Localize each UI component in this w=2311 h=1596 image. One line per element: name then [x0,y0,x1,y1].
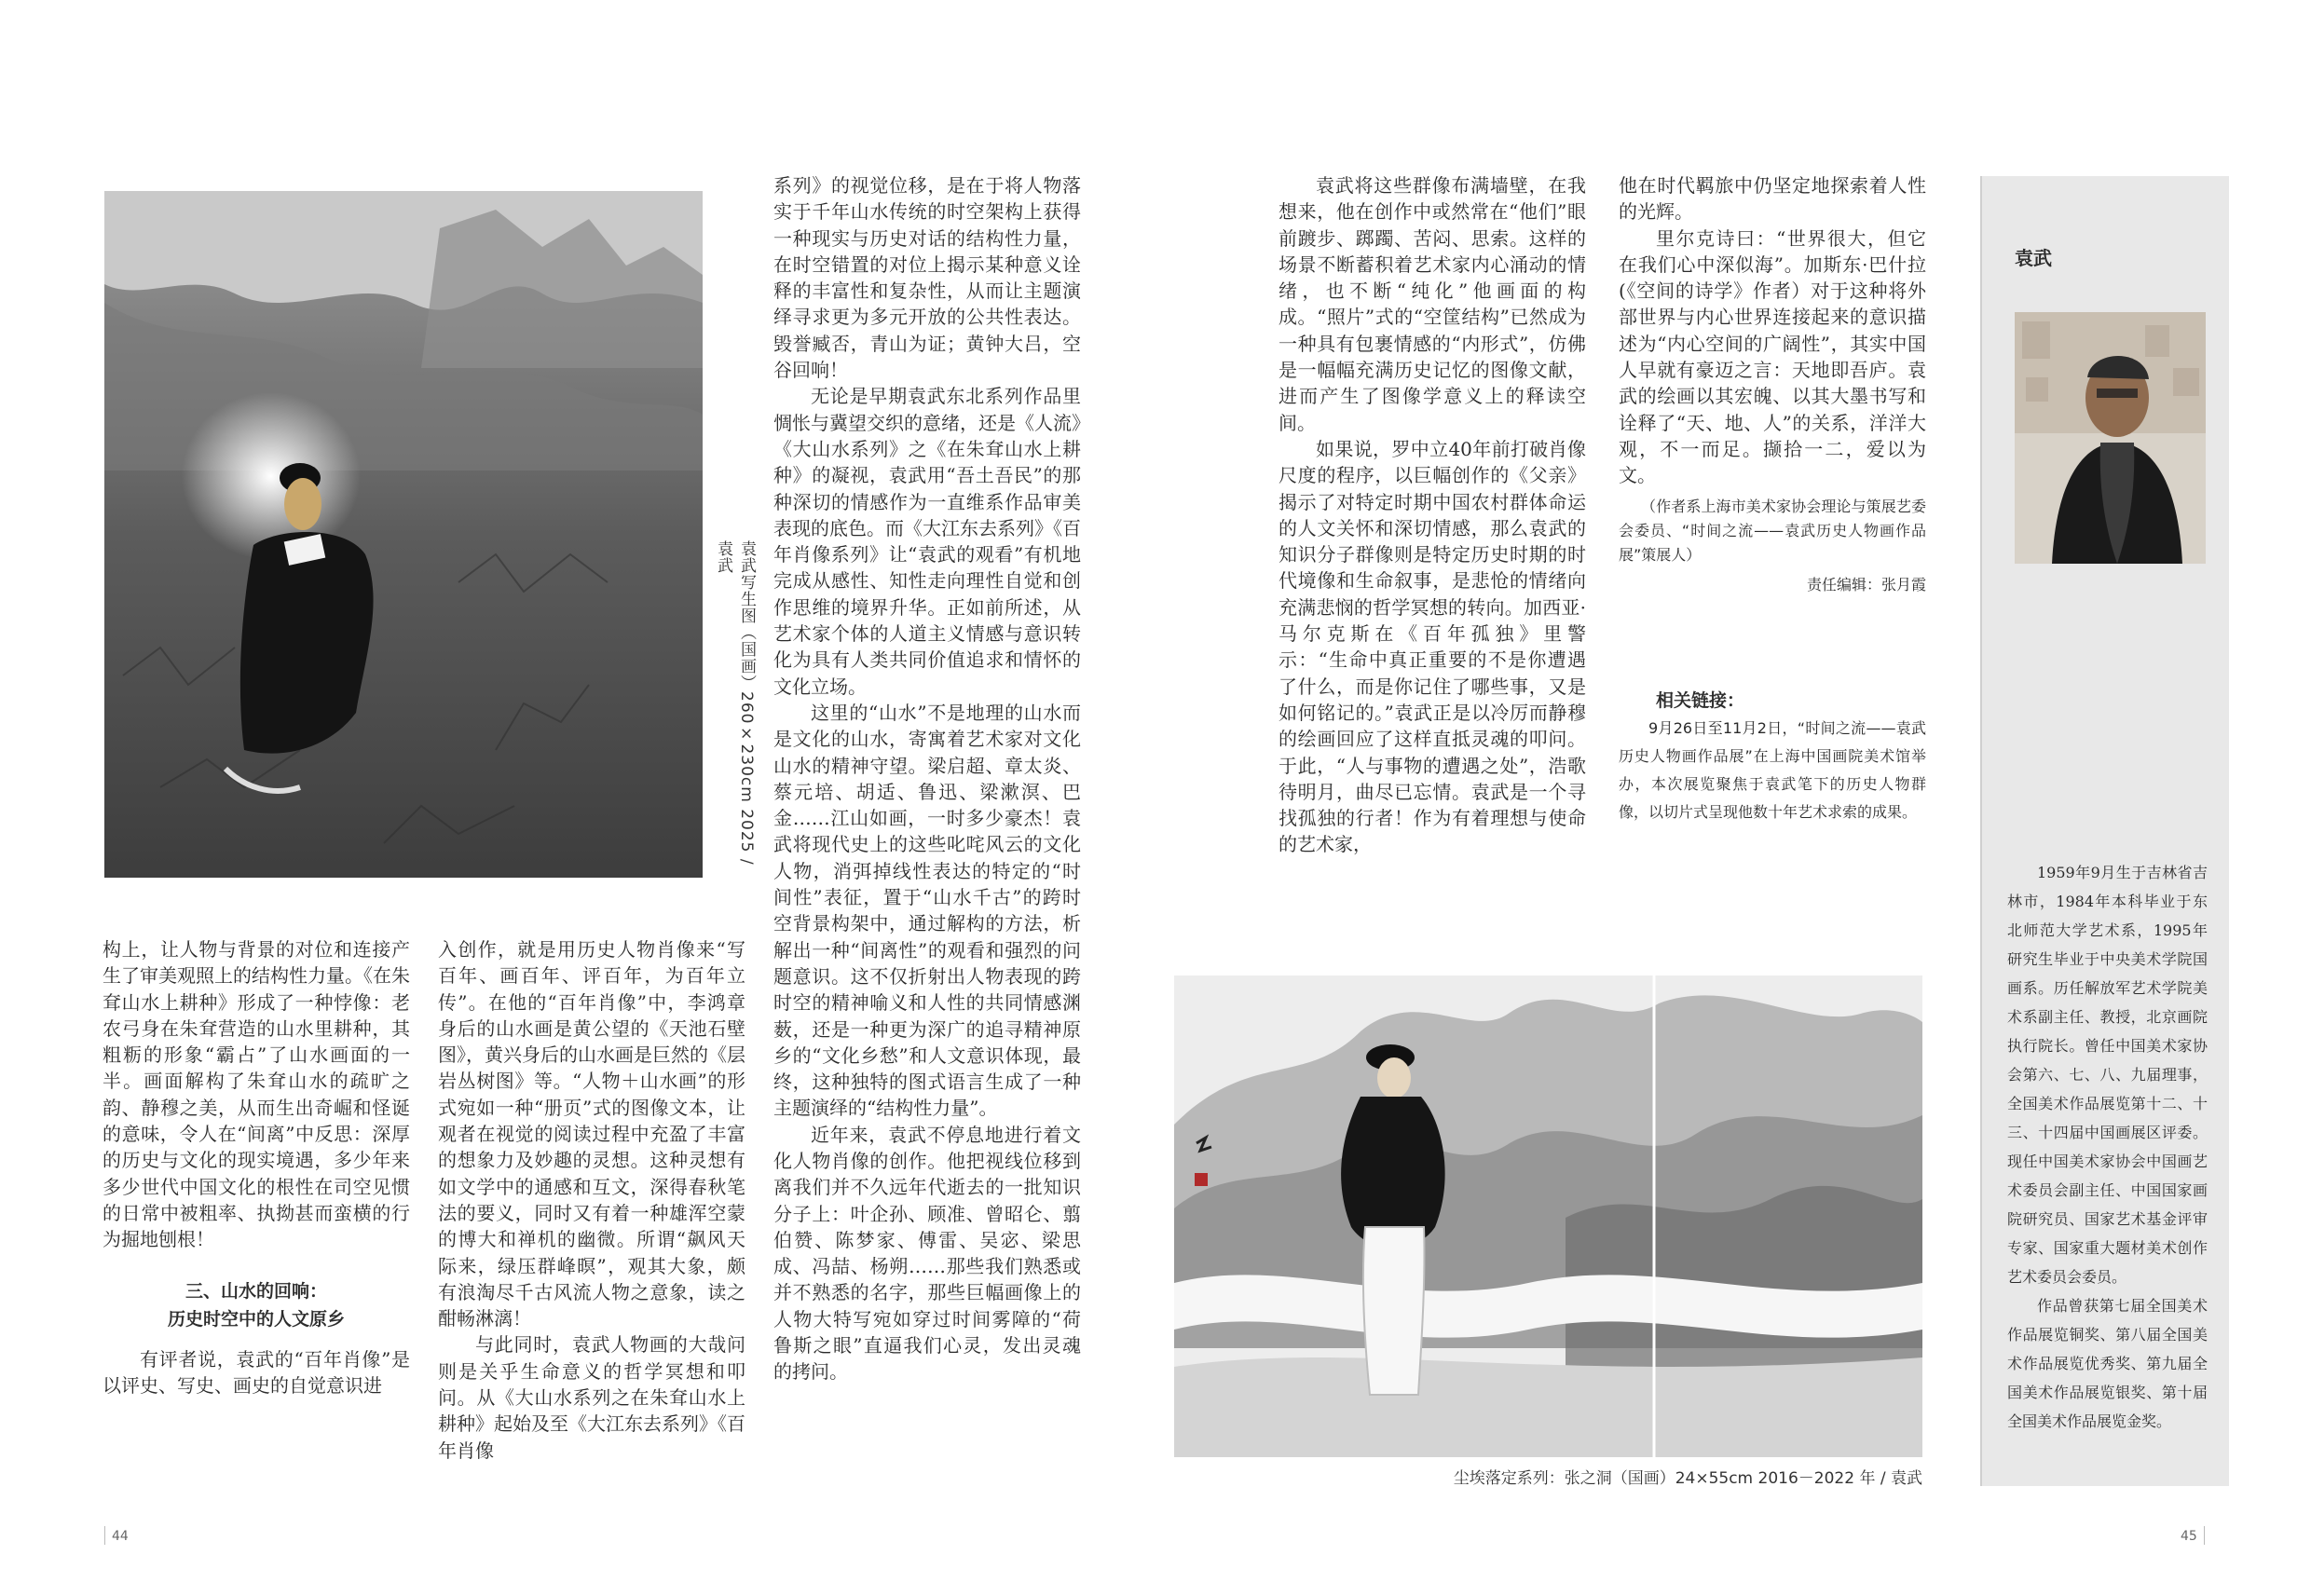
text-column-1 [103,936,410,1398]
artist-name: 袁武 [2015,247,2052,269]
related-link-text: 9月26日至11月2日，“时间之流——袁武历史人物画作品展”在上海中国画院美术馆举办，本次展览聚焦于袁武笔下的历史人物群像，以切片式呈现他数十年艺术求索的成果。 [1619,718,1926,821]
paragraph: 里尔克诗曰：“世界很大，但它在我们心中深似海”。加斯东·巴什拉(《空间的诗学》作者）对于这种将外部世界与内心世界连接起来的意识描述为“内心空间的广阔性”，其实中国人早就有豪迈之言：天地即吾庐。袁武的绘画以其宏魄、以其大墨书写和诠释了“天、地、人”的关系，洋洋大观，不一而足。撷拾一二，爱以为文。 [1619,226,1926,487]
painting2-caption: 尘埃落定系列：张之洞（国画）24×55cm 2016－2022 年 / 袁武 [1453,1469,1922,1488]
paragraph: 他在时代羁旅中仍坚定地探索着人性的光辉。 [1619,174,1926,224]
paragraph: 与此同时，袁武人物画的大哉问则是关乎生命意义的哲学冥想和叩问。从《大山水系列之在朱耷山水上耕种》起始及至《大江东去系列》《百年肖像 [438,1333,745,1462]
editor-credit: 责任编辑：张月霞 [1806,575,1926,593]
text-column-2 [438,936,745,1464]
paragraph: 这里的“山水”不是地理的山水而是文化的山水，寄寓着艺术家对文化山水的精神守望。梁启超、章太炎、蔡元培、胡适、鲁迅、梁漱溟、巴金……江山如画，一时多少豪杰！袁武将现代史上的这些叱咤风云的文化人物，消弭掉线性表达的特定的“时间性”表征，置于“山水千古”的跨时空背景构架中，通过解构的方法，析解出一种“间离性”的观看和强烈的问题意识。这不仅折射出人物表现的跨时空的精神喻义和人性的共同情感渊薮，还是一种更为深广的追寻精神原乡的“文化乡愁”和人文意识体现，最终，这种独特的图式语言生成了一种主题演绎的“结构性力量”。 [773,701,1081,1120]
artist-photo [2015,312,2206,564]
bio-paragraph: 作品曾获第七届全国美术作品展览铜奖、第八届全国美术作品展览优秀奖、第九届全国美术作品展览银奖、第十届全国美术作品展览金奖。 [2007,1297,2208,1430]
text-column-3 [773,172,1081,1385]
related-link-title: 相关链接： [1656,689,1745,711]
painting1-caption: 袁武写生图（国画）260×230cm 2025 / 袁武 [714,540,756,866]
gutter-mark [104,1526,105,1545]
portrait-image [2015,312,2206,564]
section-heading-line2: 历史时空中的人文原乡 [167,1308,345,1330]
paragraph: 如果说，罗中立40年前打破肖像尺度的程序，以巨幅创作的《父亲》揭示了对特定时期中国农村群体命运的人文关怀和深切情感，那么袁武的知识分子群像则是特定历史时期的时代境像和生命叙事，是悲怆的情绪向充满悲悯的哲学冥想的转向。加西亚·马尔克斯在《百年孤独》里警示：“生命中真正重要的不是你遭遇了什么，而是你记住了哪些事，又是如何铭记的。”袁武正是以冷厉而静穆的绘画回应了这样直抵灵魂的叩问。于此，“人与事物的遭遇之处”，浩歌待明月，曲尽已忘情。袁武是一个寻找孤独的行者！作为有着理想与使命的艺术家， [1279,437,1586,856]
page-number-left: 44 [112,1529,129,1544]
painting-image [104,191,703,878]
bio-paragraph: 1959年9月生于吉林省吉林市，1984年本科毕业于东北师范大学艺术系，1995年研究生毕业于中央美术学院国画系。历任解放军艺术学院美术系副主任、教授，北京画院执行院长。曾任中国美术家协会第六、七、八、九届理事，全国美术作品展览第十二、十三、十四届中国画展区评委。现任中国美术家协会中国画艺术委员会副主任、中国国家画院研究员、国家艺术基金评审专家、国家重大题材美术创作艺术委员会委员。 [2007,864,2208,1286]
text-column-4 [1279,172,1586,858]
section-heading-line1: 三、山水的回响： [185,1280,327,1302]
painting-image [1174,975,1922,1457]
artist-sidebar [1980,176,2229,1486]
painting-portrait-sketch [104,191,703,878]
artist-bio [2007,858,2208,1436]
paragraph: 有评者说，袁武的“百年肖像”是以评史、写史、画史的自觉意识进 [103,1347,410,1397]
section-heading [103,1277,410,1333]
paragraph: 近年来，袁武不停息地进行着文化人物肖像的创作。他把视线位移到离我们并不久远年代逝去的一批知识分子上：叶企孙、顾准、曾昭仑、翦伯赞、陈梦家、傅雷、吴宓、梁思成、冯喆、杨朔……那些我们熟悉或并不熟悉的名字，那些巨幅画像上的人物大特写宛如穿过时间雾障的“荷鲁斯之眼”直逼我们心灵，发出灵魂的拷问。 [773,1123,1081,1384]
paragraph: 袁武将这些群像布满墙壁，在我想来，他在创作中或然常在“他们”眼前踱步、踯躅、苦闷、思索。这样的场景不断蓄积着艺术家内心涌动的情绪，也不断“纯化”他画面的构成。“照片”式的“空筐结构”已然成为一种具有包裹情感的“内形式”，仿佛是一幅幅充满历史记忆的图像文献，进而产生了图像学意义上的释读空间。 [1279,174,1586,434]
gutter-mark [2204,1526,2205,1545]
paragraph: 无论是早期袁武东北系列作品里惆怅与冀望交织的意绪，还是《人流》《大山水系列》之《在朱耷山水上耕种》的凝视，袁武用“吾土吾民”的那种深切的情感作为一直维系作品审美表现的底色。而《大江东去系列》《百年肖像系列》让“袁武的观看”有机地完成从感性、知性走向理性自觉和创作思维的境界升华。正如前所述，从艺术家个体的人道主义情感与意识转化为具有人类共同价值追求和情怀的文化立场。 [773,385,1081,698]
text-column-5 [1619,172,1926,826]
paragraph: 构上，让人物与背景的对位和连接产生了审美观照上的结构性力量。《在朱耷山水上耕种》形成了一种悖像：老农弓身在朱耷营造的山水里耕种，其粗粝的形象“霸占”了山水画面的一半。画面解构了朱耷山水的疏旷之韵、静穆之美，从而生出奇崛和怪诞的意味，令人在“间离”中反思：深厚的历史与文化的现实境遇，多少年来多少世代中国文化的根性在司空见惯的日常中被粗率、执拗甚而蛮横的行为掘地刨根！ [103,938,410,1251]
paragraph: 系列》的视觉位移，是在于将人物落实于千年山水传统的时空架构上获得一种现实与历史对话的结构性力量，在时空错置的对位上揭示某种意义诠释的丰富性和复杂性，从而让主题演绎寻求更为多元开放的公共性表达。毁誉臧否，青山为证；黄钟大吕，空谷回响！ [773,174,1081,382]
page-number-right: 45 [2181,1529,2197,1544]
author-note: （作者系上海市美术家协会理论与策展艺委会委员、“时间之流——袁武历史人物画作品展”策展人） [1619,497,1926,564]
paragraph: 入创作，就是用历史人物肖像来“写百年、画百年、评百年，为百年立传”。在他的“百年肖像”中，李鸿章身后的山水画是黄公望的《天池石壁图》，黄兴身后的山水画是巨然的《层岩丛树图》等。“人物＋山水画”的形式宛如一种“册页”式的图像文本，让观者在视觉的阅读过程中充盈了丰富的想象力及妙趣的灵想。这种灵想有如文学中的通感和互文，深得春秋笔法的要义，同时又有着一种雄浑空蒙的博大和禅机的幽微。所谓“飙风天际来，绿压群峰暝”，观其大象，颇有浪淘尽千古风流人物之意象，读之酣畅淋漓！ [438,938,745,1330]
painting-zhang-zhidong [1174,975,1922,1457]
